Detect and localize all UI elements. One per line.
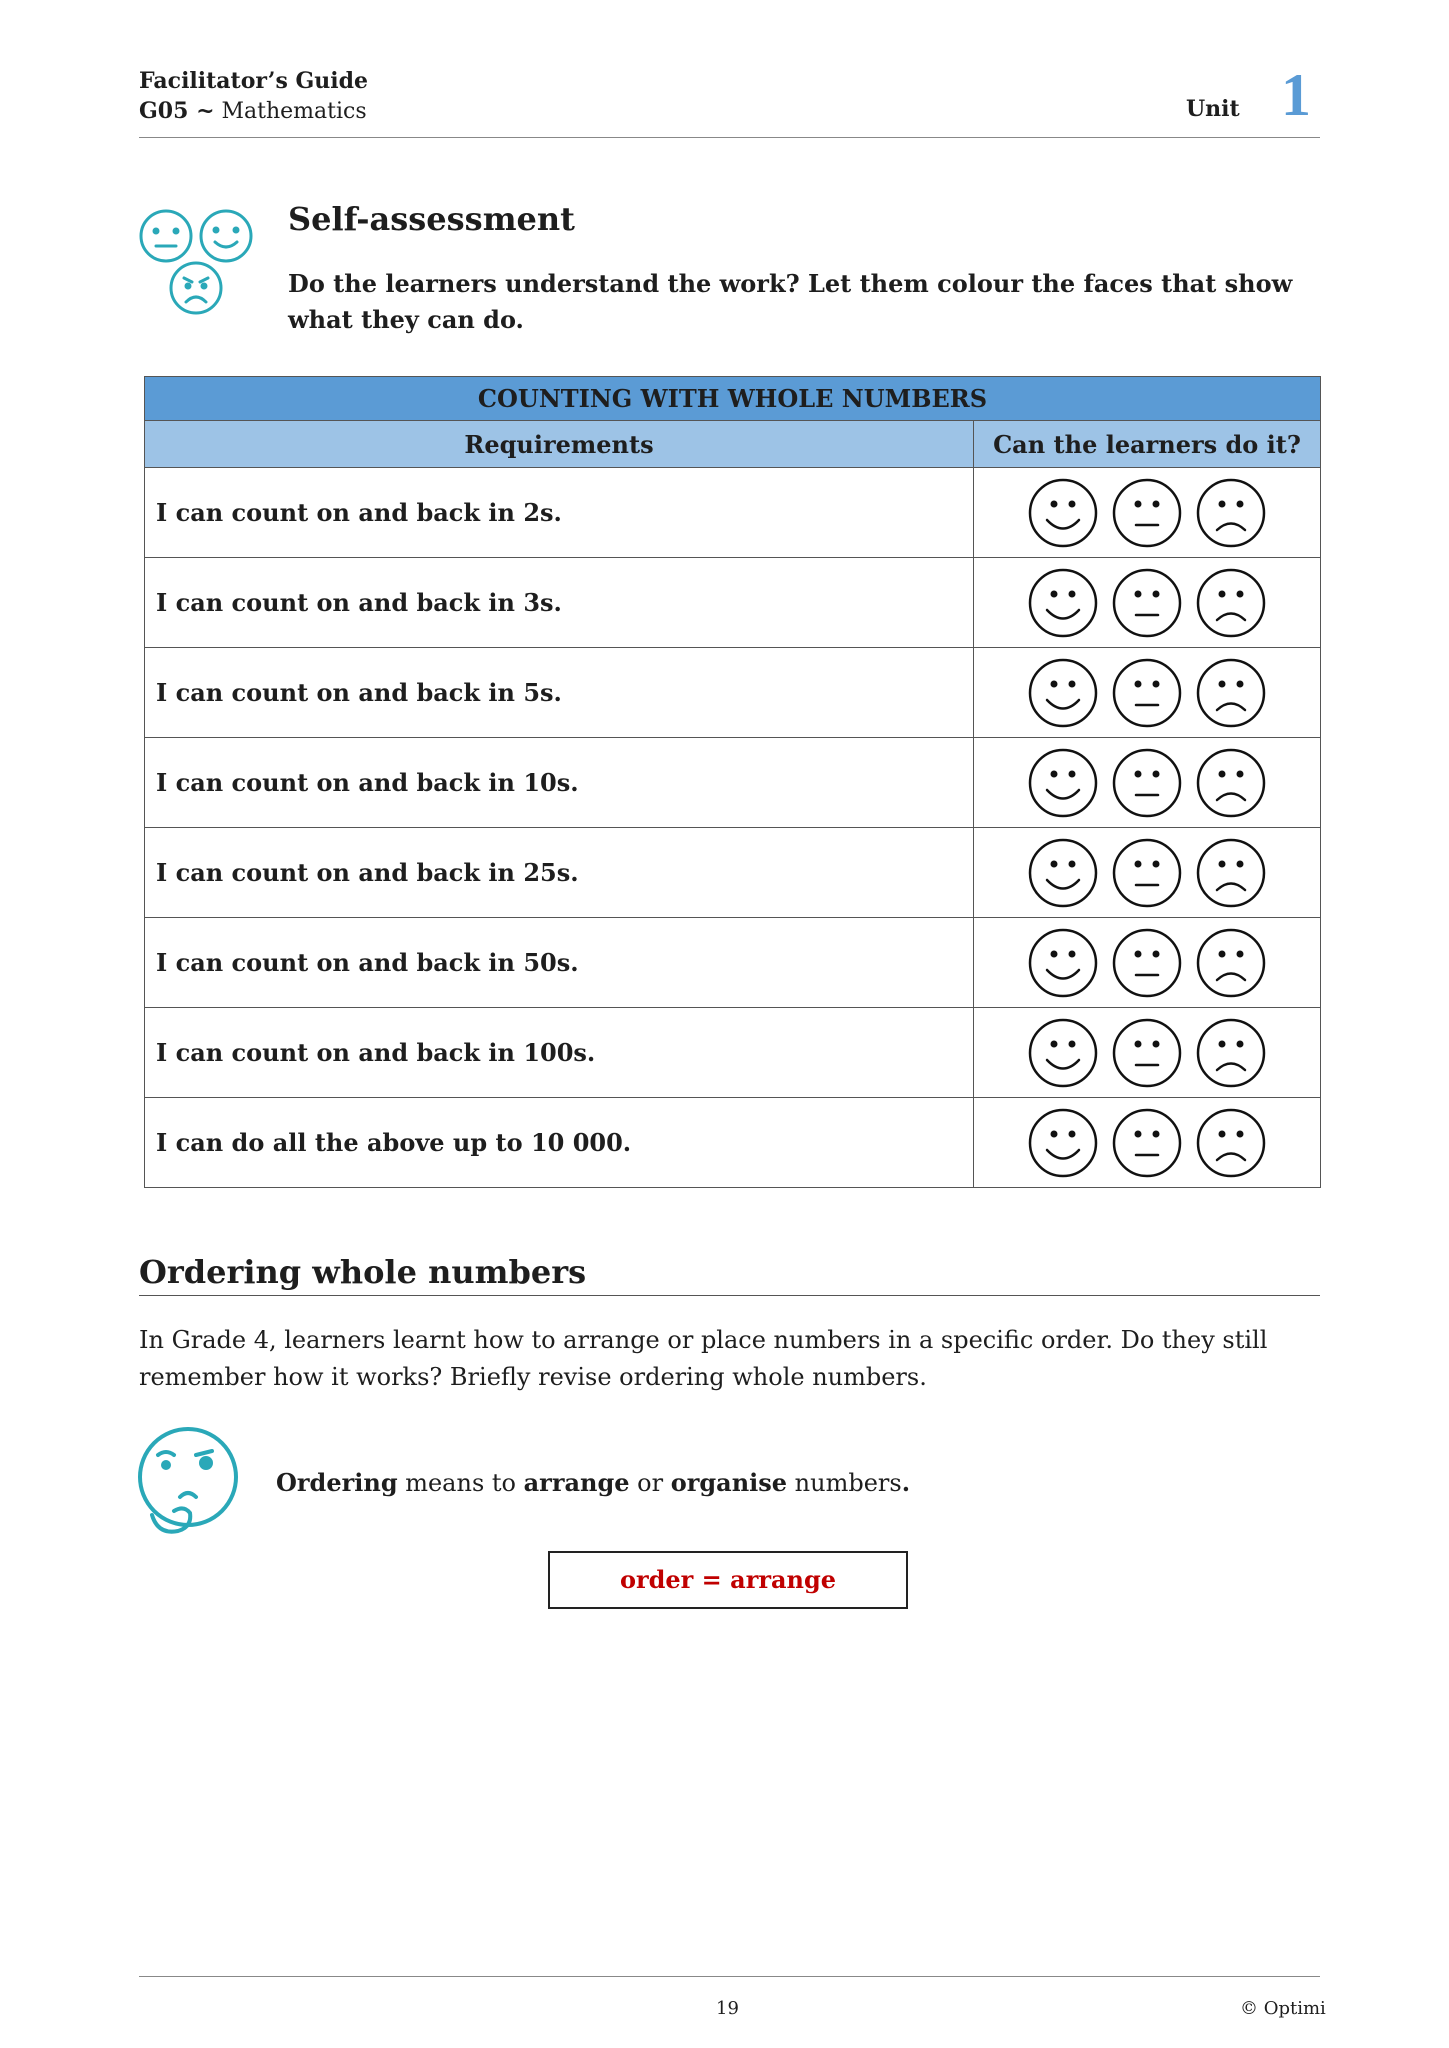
- requirement-text: I can count on and back in 25s.: [145, 828, 974, 918]
- sad-face-icon[interactable]: [1195, 1017, 1267, 1089]
- face-rating-cell: [974, 648, 1321, 738]
- face-rating-cell: [974, 738, 1321, 828]
- happy-face-icon[interactable]: [1027, 1107, 1099, 1179]
- table-row: [145, 738, 1321, 828]
- faces-cluster-icon: [138, 206, 256, 318]
- requirement-text: I can count on and back in 2s.: [145, 468, 974, 558]
- sad-face-icon[interactable]: [1195, 837, 1267, 909]
- requirement-text: I can do all the above up to 10 000.: [145, 1098, 974, 1188]
- requirement-text: I can count on and back in 100s.: [145, 1008, 974, 1098]
- def-text-1: means to: [397, 1469, 524, 1497]
- face-rating-cell: [974, 828, 1321, 918]
- requirement-text: I can count on and back in 3s.: [145, 558, 974, 648]
- sad-face-icon[interactable]: [1195, 1107, 1267, 1179]
- face-rating-cell: [974, 558, 1321, 648]
- section-divider: [139, 1295, 1320, 1296]
- footer-divider: [139, 1976, 1320, 1977]
- term-arrange: arrange: [523, 1468, 630, 1497]
- happy-face-icon[interactable]: [1027, 567, 1099, 639]
- sad-face-icon[interactable]: [1195, 747, 1267, 819]
- neutral-face-icon[interactable]: [1111, 567, 1183, 639]
- face-rating-cell: [974, 468, 1321, 558]
- self-assessment-title: Self-assessment: [288, 200, 575, 238]
- face-rating-cell: [974, 1098, 1321, 1188]
- unit-label: Unit: [1186, 96, 1240, 122]
- ordering-definition: [276, 1468, 910, 1497]
- def-text-2: or: [629, 1469, 671, 1497]
- column-header-requirements: Requirements: [145, 421, 974, 468]
- table-row: [145, 828, 1321, 918]
- sad-face-icon[interactable]: [1195, 657, 1267, 729]
- assessment-table: [144, 376, 1321, 1188]
- sad-face-icon[interactable]: [1195, 477, 1267, 549]
- subject-name: Mathematics: [221, 99, 367, 124]
- table-row: [145, 918, 1321, 1008]
- def-period: .: [901, 1468, 911, 1497]
- happy-face-icon[interactable]: [1027, 747, 1099, 819]
- requirement-text: I can count on and back in 5s.: [145, 648, 974, 738]
- thinking-face-icon: [136, 1425, 244, 1537]
- table-row: [145, 1008, 1321, 1098]
- happy-face-icon[interactable]: [1027, 837, 1099, 909]
- requirement-text: I can count on and back in 10s.: [145, 738, 974, 828]
- neutral-face-icon[interactable]: [1111, 1107, 1183, 1179]
- table-row: [145, 558, 1321, 648]
- table-title: COUNTING WITH WHOLE NUMBERS: [145, 377, 1321, 421]
- requirement-text: I can count on and back in 50s.: [145, 918, 974, 1008]
- grade-subject: [139, 96, 368, 127]
- self-assessment-instruction: Do the learners understand the work? Let them colour the faces that show what they can do.: [288, 269, 1293, 334]
- header-divider: [139, 137, 1320, 138]
- happy-face-icon[interactable]: [1027, 927, 1099, 999]
- section-title-ordering: Ordering whole numbers: [139, 1253, 587, 1291]
- copyright: © Optimi: [1240, 1998, 1326, 2019]
- grade-code: G05 ~: [139, 98, 215, 124]
- term-ordering: Ordering: [276, 1468, 398, 1497]
- happy-face-icon[interactable]: [1027, 477, 1099, 549]
- neutral-face-icon[interactable]: [1111, 477, 1183, 549]
- guide-title: Facilitator’s Guide: [139, 68, 369, 94]
- sad-face-icon[interactable]: [1195, 567, 1267, 639]
- neutral-face-icon[interactable]: [1111, 657, 1183, 729]
- neutral-face-icon[interactable]: [1111, 927, 1183, 999]
- table-row: [145, 468, 1321, 558]
- unit-number: 1: [1281, 62, 1311, 128]
- term-organise: organise: [670, 1468, 788, 1497]
- neutral-face-icon[interactable]: [1111, 1017, 1183, 1089]
- happy-face-icon[interactable]: [1027, 657, 1099, 729]
- happy-face-icon[interactable]: [1027, 1017, 1099, 1089]
- neutral-face-icon[interactable]: [1111, 747, 1183, 819]
- neutral-face-icon[interactable]: [1111, 837, 1183, 909]
- page-number: 19: [716, 1998, 739, 2019]
- table-row: [145, 648, 1321, 738]
- face-rating-cell: [974, 918, 1321, 1008]
- ordering-paragraph: In Grade 4, learners learnt how to arrange or place numbers in a specific order. Do they still remember how it works? Briefly revise ordering whole numbers.: [139, 1326, 1268, 1391]
- face-rating-cell: [974, 1008, 1321, 1098]
- header-left: [139, 66, 368, 127]
- table-row: [145, 1098, 1321, 1188]
- sad-face-icon[interactable]: [1195, 927, 1267, 999]
- def-text-3: numbers: [787, 1469, 902, 1497]
- column-header-can-do: Can the learners do it?: [974, 421, 1321, 468]
- order-equals-arrange-box: order = arrange: [548, 1551, 908, 1609]
